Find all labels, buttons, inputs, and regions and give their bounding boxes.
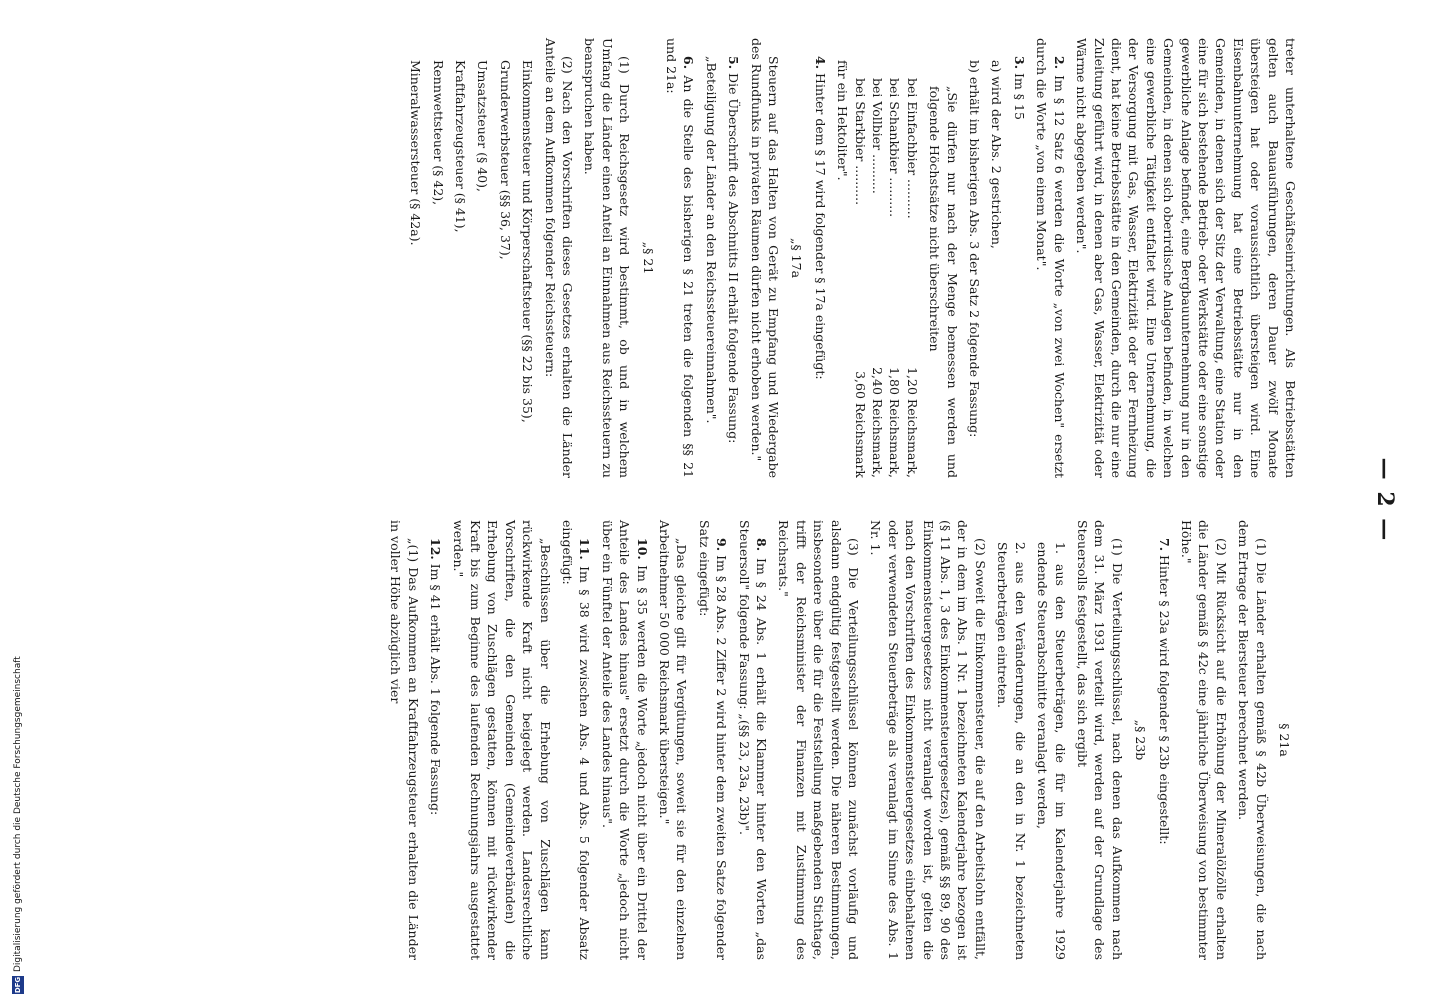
list-item: 2. aus den Veränderungen, die an den in Nr. 1 bezeichneten Steuerbeträgen eintreten. xyxy=(995,542,1028,960)
tariff-row: bei Einfachbier .......... 1,20 Reichsmark, xyxy=(904,78,920,478)
tariff-row: bei Starkbier .......... 3,60 Reichsmark xyxy=(852,78,868,478)
right-column xyxy=(382,520,1299,960)
page-number: — 2 — xyxy=(1372,457,1398,543)
item-2: 2. Im § 12 Satz 6 werden die Worte „von zwei Wochen" ersetzt durch die Worte „von einem Monat". xyxy=(1034,38,1067,478)
tax-item: Grunderwerbsteuer (§§ 36, 37), xyxy=(497,60,513,260)
left-column xyxy=(402,38,1299,478)
tariff-row: bei Schankbier .......... 1,80 Reichsmark, xyxy=(887,78,903,478)
item-3: 3. Im § 15 xyxy=(1011,56,1027,120)
tax-item: Einkommensteuer und Körperschaftsteuer (§§ 22 bis 35), xyxy=(520,60,536,423)
item-12: 12. Im § 41 erhält Abs. 1 folgende Fassung: xyxy=(428,538,444,816)
tax-item: Umsatzsteuer (§ 40), xyxy=(475,60,491,192)
list-item: 1. aus den Steuerbeträgen, die für im Kalenderjahre 1929 endende Steuerabschnitte veranlagt werden, xyxy=(1035,542,1068,960)
tax-item: Mineralwassersteuer (§ 42a). xyxy=(408,60,424,246)
tax-item: Kraftfahrzeugsteuer (§ 41), xyxy=(452,60,468,233)
item-7: 7. Hinter § 23a wird folgender § 23b eingestellt: xyxy=(1156,538,1172,845)
paragraph: (2) Nach den Vorschriften dieses Gesetzes erhalten die Länder Anteile an dem Aufkommen folgender Reichssteuern: xyxy=(542,38,575,478)
quote: „Sie dürfen nur nach der Menge bemessen werden und folgende Höchstsätze nicht überschreiten xyxy=(927,86,960,478)
tariff-list xyxy=(851,38,921,478)
paragraph: treter unterhaltene Geschäftseinrichtungen. Als Betriebsstätten gelten auch Bauausführungen, deren Dauer zwölf Monate übersteigen hat oder voraussichtlich übersteigen wird. Eine Eisenbahnunternehmung hat eine Betriebsstätte nur in den Gemeinden, in denen sich der Sitz der Verwaltung, eine Station oder eine für sich bestehende Betrieb- oder Werkstätte oder eine sonstige gewerbliche Anlage befindet, eine Bergbauunternehmung nur in den Gemeinden, in denen sich oberirdische Anlagen befinden, in welchen eine gewerbliche Tätigkeit entfaltet wird. Eine Unternehmung, die der Versorgung mit Gas, Wasser, Elektrizität oder der Fernheizung dient, hat keine Betriebsstätte in den Gemeinden, durch die nur eine Zuleitung geführt wird, in denen aber Gas, Wasser, Elektrizität oder Wärme nicht abgegeben werden". xyxy=(1074,38,1298,478)
item-10: 10. Im § 35 werden die Worte „jedoch nicht über ein Drittel der Anteile des Landes hinaus" ersetzt durch die Worte „jedoch nicht über ein Fünftel der Anteile des Landes hinaus". xyxy=(599,520,650,960)
tax-item: Rennwettsteuer (§ 42), xyxy=(430,60,446,206)
item-5: 5. Die Überschrift des Abschnitts II erhält folgende Fassung: xyxy=(726,56,742,444)
item-4: 4. Hinter dem § 17 wird folgender § 17a eingefügt: xyxy=(812,56,828,380)
paragraph: (3) Die Verteilungsschlüssel können zunächst vorläufig und alsdann endgültig festgestellt werden. Die näheren Bestimmungen, insbesondere über die für die Feststellung maßgebenden Stichtage, trifft der Reichsminister der Finanzen mit Zustimmung des Reichsrats." xyxy=(776,520,862,960)
quote: „(1) Das Aufkommen an Kraftfahrzeugsteuer erhalten die Länder in voller Höhe abzüglich vier xyxy=(388,520,421,960)
item-6: 6. An die Stelle des bisherigen § 21 treten die folgenden §§ 21 und 21a: xyxy=(664,38,697,478)
item-3a: a) wird der Abs. 2 gestrichen, xyxy=(989,60,1005,249)
paragraph: (2) Mit Rücksicht auf die Erhöhung der Mineralölzölle erhalten die Länder gemäß § 42c eine jährliche Überweisung von bestimmter Höhe." xyxy=(1178,520,1229,960)
item-9: 9. Im § 28 Abs. 2 Ziffer 2 wird hinter dem zweiten Satze folgender Satz eingefügt: xyxy=(696,520,730,960)
footer xyxy=(8,4,28,994)
section-heading: § 21a xyxy=(1277,723,1292,757)
section-heading: „§ 23b xyxy=(1133,719,1149,761)
item-11: 11. Im § 38 wird zwischen Abs. 4 und Abs. 5 folgender Absatz eingefügt: xyxy=(559,520,593,960)
tariff-end: für ein Hektoliter". xyxy=(835,60,851,181)
item-3b: b) erhält im bisherigen Abs. 3 der Satz 2 folgende Fassung: xyxy=(967,60,983,438)
paragraph: (1) Durch Reichsgesetz wird bestimmt, ob und in welchem Umfang die Länder einen Anteil an Einnahmen aus Reichssteuern zu beanspruchen haben. xyxy=(582,38,633,478)
quote: „Das gleiche gilt für Vergütungen, soweit sie für den einzelnen Arbeitnehmer 50 000 Reichsmark übersteigen." xyxy=(657,520,690,960)
section-heading: „§ 21 xyxy=(640,241,656,275)
paragraph: (2) Soweit die Einkommensteuer, die auf den Arbeitslohn entfällt, der in dem im Abs. 1 Nr. 1 bezeichneten Kalenderjahre bezogen ist (§ 11 Abs. 1, 3 des Einkommensteuergesetzes), gemäß §§ 89, 90 des Einkommensteuergesetzes nicht veranlagt worden ist, gelten die nach den Vorschriften des Einkommensteuergesetzes einbehaltenen oder verwendeten Steuerbeträge als veranlagt im Sinne des Abs. 1 Nr. 1. xyxy=(868,520,988,960)
paragraph: (1) Die Länder erhalten gemäß § 42b Überweisungen, die nach dem Ertrage der Biersteuer berechnet werden. xyxy=(1236,520,1269,960)
paragraph: (1) Die Verteilungsschlüssel, nach denen das Aufkommen nach dem 31. März 1931 verteilt wird, werden auf der Grundlage des Steuersolls festgestellt, das sich ergibt xyxy=(1074,520,1125,960)
footer-text: Digitalisierung gefördert durch die Deutsche Forschungsgemeinschaft xyxy=(13,656,23,972)
quote: „Beschlüssen über die Erhebung von Zuschlägen kann rückwirkende Kraft nicht beigelegt werden. Landesrechtliche Vorschriften, die den Gemeinden (Gemeindeverbänden) die Erhebung von Zuschlägen gestatten, können mit rückwirkender Kraft bis zum Beginne des laufenden Rechnungsjahrs ausgestattet werden." xyxy=(450,520,553,960)
tariff-row: bei Vollbier .......... 2,40 Reichsmark, xyxy=(870,78,886,478)
paragraph: Steuern auf das Halten von Gerät zu Empfang und Wiedergabe des Rundfunks in privaten Räumen dürfen nicht erhoben werden." xyxy=(748,38,782,478)
item-8: 8. Im § 24 Abs. 1 erhält die Klammer hinter den Worten „das Steuersoll" folgende Fassung: „(§§ 23, 23a, 23b)". xyxy=(736,520,770,960)
dfg-logo-icon: DFG xyxy=(14,976,22,994)
quote: „Beteiligung der Länder an den Reichssteuereinnahmen". xyxy=(703,56,719,424)
section-heading: „§ 17a xyxy=(789,237,805,279)
